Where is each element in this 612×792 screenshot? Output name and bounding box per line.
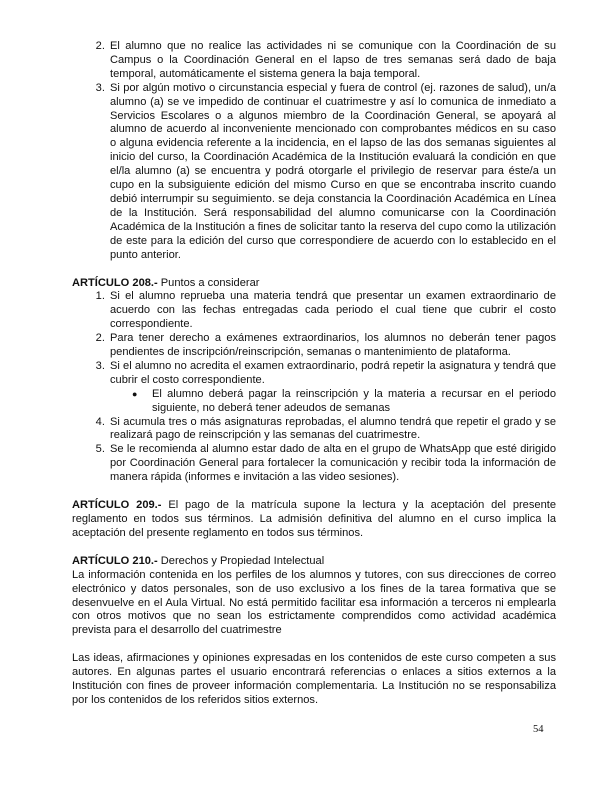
sub-bullet-item: ● El alumno deberá pagar la reinscripción y la materia a recursar en el periodo siguiente, no deberá tener adeudos de semanas — [146, 388, 556, 416]
article-208-title: Puntos a considerar — [157, 276, 260, 289]
list-item: 2. El alumno que no realice las actividades ni se comunique con la Coordinación de su Campus o la Coordinación General en el lapso de tres semanas será dado de baja temporal, automáticamente el sistema genera la baja temporal. — [108, 40, 556, 82]
list-item: 1. Si el alumno reprueba una materia tendrá que presentar un examen extraordinario de acuerdo con las fechas entregadas cada periodo el cual tiene que cubrir el costo correspondiente. — [108, 290, 556, 332]
article-210 — [72, 555, 556, 708]
article-209-number: ARTÍCULO 209.- — [72, 499, 162, 512]
list-item — [108, 360, 556, 416]
article-208-list — [72, 290, 556, 485]
list-item: 2. Para tener derecho a exámenes extraordinarios, los alumnos no deberán tener pagos pendientes de inscripción/reinscripción, semanas o mantenimiento de plataforma. — [108, 332, 556, 360]
page-number: 54 — [533, 724, 544, 735]
list-item: 5. Se le recomienda al alumno estar dado de alta en el grupo de WhatsApp que esté dirigido por Coordinación General para fortalecer la comunicación y recibir toda la información de manera rápida (informes e invitación a las video sesiones). — [108, 443, 556, 485]
article-210-title: Derechos y Propiedad Intelectual — [157, 554, 325, 567]
article-210-heading — [72, 555, 556, 569]
intro-list — [72, 40, 556, 263]
article-209 — [72, 499, 556, 541]
article-208-heading — [72, 277, 556, 291]
article-210-paragraph-2: Las ideas, afirmaciones y opiniones expresadas en los contenidos de este curso competen a sus autores. En algunas partes el usuario encontrará referencias o enlaces a sitios externos a la Institución con fines de proveer información complementaria. La Institución no se responsabiliza por los contenidos de los referidos sitios externos. — [72, 652, 556, 706]
list-item: 4. Si acumula tres o más asignaturas reprobadas, el alumno tendrá que repetir el grado y se realizará pago de reinscripción y las semanas del cuatrimestre. — [108, 416, 556, 444]
sub-bullet-list — [110, 388, 556, 416]
list-item-text: Si el alumno no acredita el examen extraordinario, podrá repetir la asignatura y tendrá que cubrir el costo correspondiente. — [110, 359, 556, 386]
article-210-paragraph-1: La información contenida en los perfiles de los alumnos y tutores, con sus direcciones de correo electrónico y datos personales, son de uso exclusivo a los fines de la tarea formativa que se desenvuelve en el Aula Virtual. No está permitido facilitar esa información a terceros ni emplearla con otros motivos que no sean los estrictamente comprendidos como actividad académica prevista para el desarrollo del cuatrimestre — [72, 568, 556, 637]
article-208-number: ARTÍCULO 208.- — [72, 276, 158, 289]
article-209-paragraph — [72, 499, 556, 541]
article-209-text: El pago de la matrícula supone la lectura y la aceptación del presente reglamento en todos sus términos. La admisión definitiva del alumno en el curso implica la aceptación del presente reglamento en todos sus términos. — [72, 499, 556, 539]
article-210-number: ARTÍCULO 210.- — [72, 554, 158, 567]
article-208 — [72, 277, 556, 486]
list-item: 3. Si por algún motivo o circunstancia especial y fuera de control (ej. razones de salud), un/a alumno (a) se ve impedido de continuar el cuatrimestre y así lo comunica de inmediato a Servicios Escolares o a algunos miembro de la Coordinación General, se apoyará al alumno de acuerdo al inconveniente mencionado con comprobantes médicos en su caso o alguna evidencia referente a la incidencia, en el lapso de las dos semanas siguientes al inicio del curso, la Coordinación Académica de la Institución evaluará la condición en que el/la alumno (a) se encuentra y podrá otorgarle el privilegio de reservar para éste/a un cupo en la subsiguiente edición del mismo Curso en que se encontraba inscrito cuando debió interrumpir su seguimiento. se deja constancia la Coordinación Académica en Línea de la Institución. Será responsabilidad del alumno comunicarse con la Coordinación Académica de la Institución a fines de solicitar tanto la reserva del cupo como la utilización de este para la edición del curso que correspondiere de acuerdo con lo establecido en el punto anterior. — [108, 82, 556, 263]
page-content — [72, 40, 556, 708]
